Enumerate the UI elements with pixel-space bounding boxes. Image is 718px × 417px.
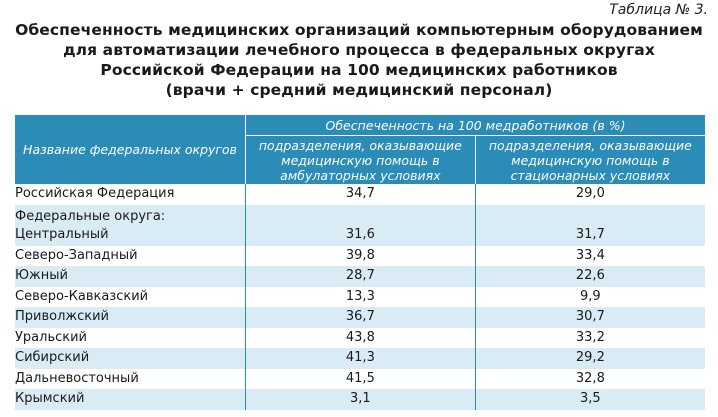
title-line: (врачи + средний медицинский персонал) xyxy=(165,81,553,99)
table-row xyxy=(15,287,705,308)
title-line: Обеспеченность медицинских организаций компьютерным оборудованием xyxy=(15,21,703,39)
table-row xyxy=(15,369,705,390)
header-group-column: Обеспеченность на 100 медработников (в %) xyxy=(246,115,706,136)
table-row xyxy=(15,389,705,410)
stationary-value: 29,0 xyxy=(475,184,705,205)
stationary-value: 30,7 xyxy=(475,307,705,328)
district-name: Дальневосточный xyxy=(15,370,139,386)
district-name: Южный xyxy=(15,266,246,287)
stationary-value: 3,5 xyxy=(475,389,705,410)
ambulatory-value: 31,6 xyxy=(246,205,476,246)
stationary-value: 29,2 xyxy=(475,348,705,369)
ambulatory-value: 28,7 xyxy=(246,266,476,287)
table-row xyxy=(15,266,705,287)
header-name-column: Название федеральных округов xyxy=(15,115,246,184)
table-number-label: Таблица № 3. xyxy=(609,2,708,18)
district-name: Крымский xyxy=(15,389,246,410)
district-name-cell xyxy=(15,205,246,246)
ambulatory-value: 43,8 xyxy=(246,328,476,349)
district-name: Северо-Кавказский xyxy=(15,288,149,304)
stationary-value: 33,4 xyxy=(475,246,705,267)
header-ambulatory-column: подразделения, оказывающие медицинскую помощь в амбулаторных условиях xyxy=(246,136,476,185)
header-stationary-column: подразделения, оказывающие медицинскую помощь в стационарных условиях xyxy=(475,136,705,185)
data-table xyxy=(15,115,705,410)
stationary-value: 22,6 xyxy=(475,266,705,287)
ambulatory-value: 39,8 xyxy=(246,246,476,267)
district-name: Северо-Западный xyxy=(15,247,138,263)
table-row xyxy=(15,184,705,205)
stationary-value: 33,2 xyxy=(475,328,705,349)
title-line: для автоматизации лечебного процесса в федеральных округах xyxy=(63,41,655,59)
table-row xyxy=(15,205,705,246)
ambulatory-value: 41,3 xyxy=(246,348,476,369)
district-name: Российская Федерация xyxy=(15,186,175,201)
district-group-label: Федеральные округа: xyxy=(15,208,166,224)
table-row xyxy=(15,348,705,369)
ambulatory-value: 13,3 xyxy=(246,287,476,308)
ambulatory-value: 3,1 xyxy=(246,389,476,410)
table-row xyxy=(15,246,705,267)
ambulatory-value: 41,5 xyxy=(246,369,476,390)
stationary-value: 9,9 xyxy=(475,287,705,308)
district-name: Сибирский xyxy=(15,348,246,369)
district-name: Приволжский xyxy=(15,307,246,328)
ambulatory-value: 36,7 xyxy=(246,307,476,328)
table-row xyxy=(15,307,705,328)
stationary-value: 31,7 xyxy=(475,205,705,246)
ambulatory-value: 34,7 xyxy=(246,184,476,205)
district-name: Уральский xyxy=(15,329,88,345)
district-name: Центральный xyxy=(15,226,109,242)
table-row xyxy=(15,328,705,349)
title-line: Российской Федерации на 100 медицинских работников xyxy=(100,61,618,79)
stationary-value: 32,8 xyxy=(475,369,705,390)
table-title xyxy=(0,20,718,100)
